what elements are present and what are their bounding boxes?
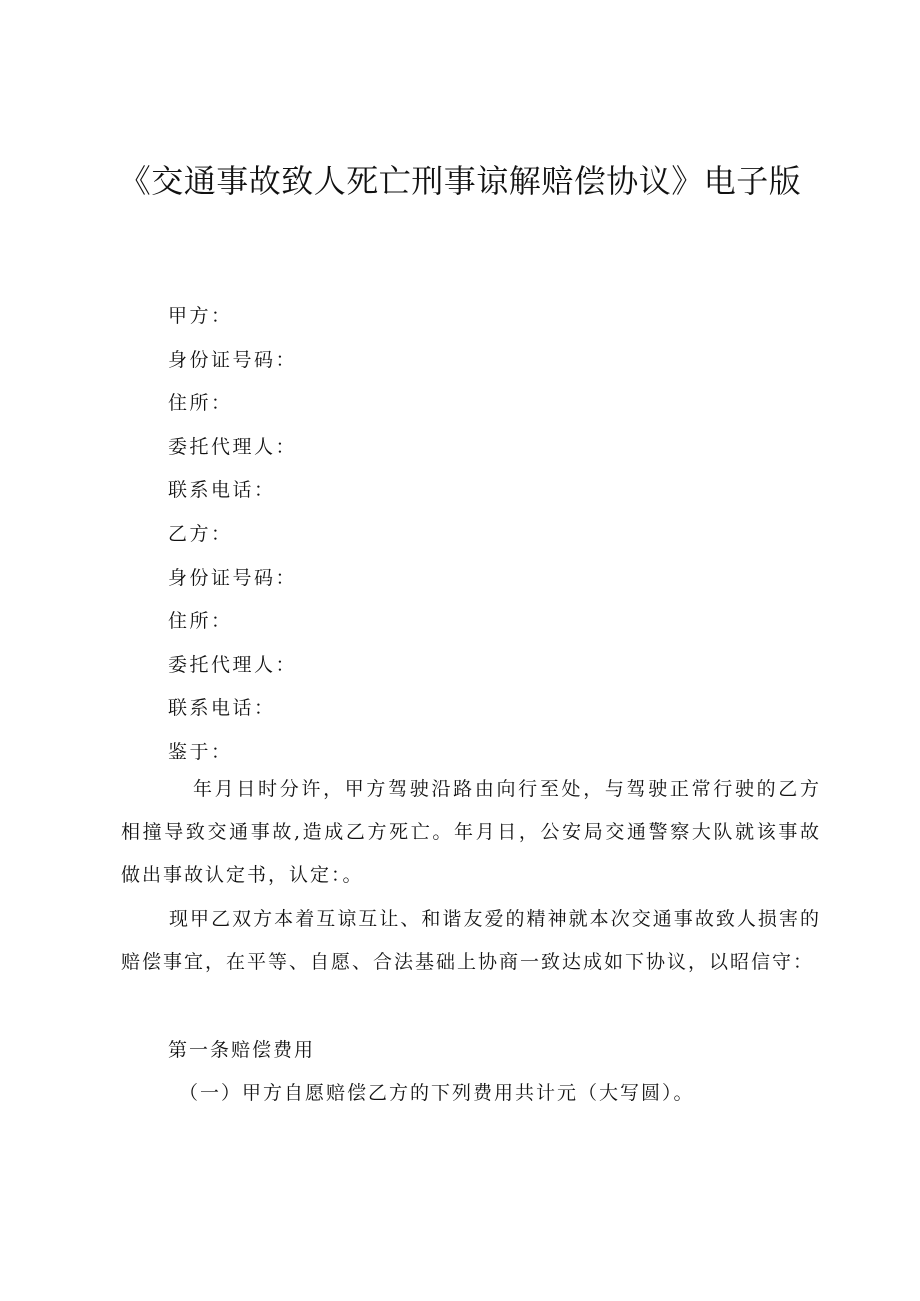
- party-b-id-number-label: 身份证号码：: [168, 566, 298, 589]
- party-a-address-label: 住所：: [168, 392, 233, 415]
- party-a-label: 甲方：: [168, 305, 233, 327]
- article-1-heading: 第一条赔偿费用: [168, 1039, 316, 1061]
- document-title: 《交通事故致人死亡刑事谅解赔偿协议》电子版: [118, 162, 802, 200]
- party-b-address-label: 住所：: [168, 610, 233, 633]
- party-a-id-number-label: 身份证号码：: [168, 348, 298, 371]
- accident-description-paragraph: 年月日时分许，甲方驾驶沿路由向行至处，与驾驶正常行驶的乙方相撞导致交通事故,造成乙方死亡。年月日，公安局交通警察大队就该事故做出事故认定书，认定：。: [121, 778, 821, 886]
- agreement-intent-paragraph: 现甲乙双方本着互谅互让、和谐友爱的精神就本次交通事故致人损害的赔偿事宜，在平等、自愿、合法基础上协商一致达成如下协议，以昭信守：: [121, 908, 821, 973]
- party-b-label: 乙方：: [168, 522, 233, 545]
- party-b-agent-label: 委托代理人：: [168, 653, 298, 676]
- party-b-phone-label: 联系电话：: [168, 697, 276, 720]
- article-1-clause-1: （一）甲方自愿赔偿乙方的下列费用共计元（大写圆）。: [179, 1082, 695, 1104]
- party-a-phone-label: 联系电话：: [168, 479, 276, 502]
- party-info-list: [168, 295, 297, 775]
- party-a-agent-label: 委托代理人：: [168, 435, 298, 458]
- whereas-label: 鉴于：: [168, 740, 233, 763]
